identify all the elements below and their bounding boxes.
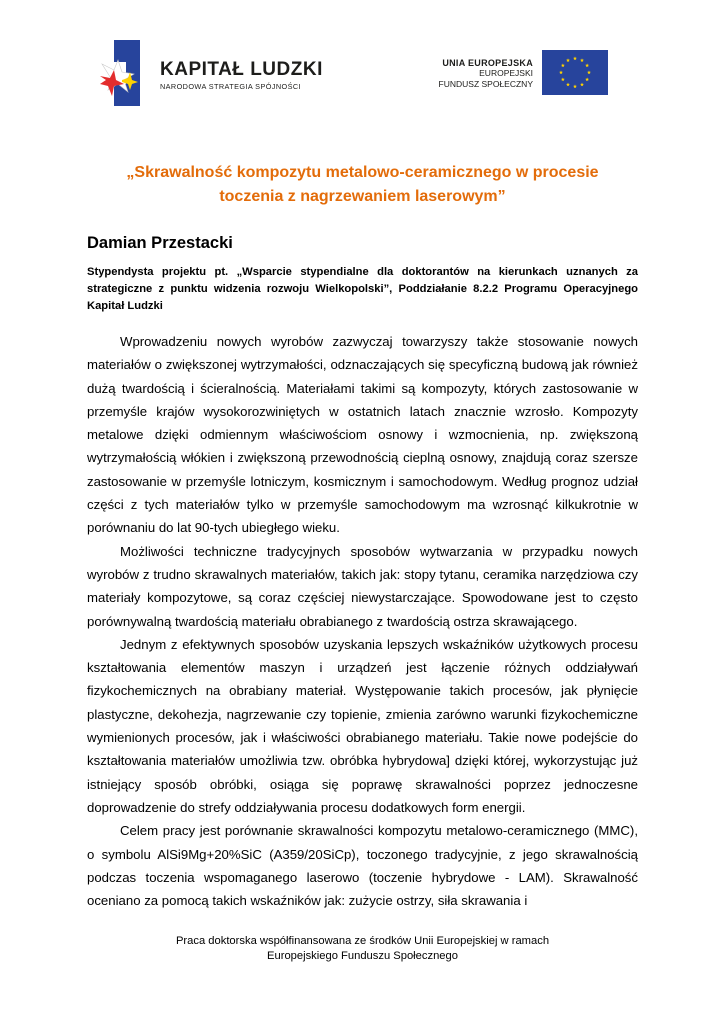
footer-line2: Europejskiego Funduszu Społecznego [267, 950, 458, 962]
kapital-ludzki-name: KAPITAŁ LUDZKI [160, 59, 323, 80]
page-header [0, 38, 725, 108]
eu-wordmark [439, 58, 533, 90]
body-text [87, 330, 638, 912]
footer-line1: Praca doktorska współfinansowana ze środków Unii Europejskiej w ramach [175, 935, 550, 947]
title-line1: „Skrawalność kompozytu metalowo-ceramicznego w procesie [126, 164, 599, 181]
paragraph-2: Możliwości techniczne tradycyjnych sposobów wytwarzania w przypadku nowych wyrobów z trudno skrawalnych materiałów, takich jak: stopy tytanu, ceramika narzędziowa czy materiały kompozytowe, są coraz częściej niewystarczające. Spowodowane jest to często porównywalną twardością materiału obrabianego z twardością ostrza skrawającego. [87, 543, 638, 629]
kapital-ludzki-wordmark [160, 60, 323, 91]
paragraph-3: Jednym z efektywnych sposobów uzyskania lepszych wskaźników użytkowych procesu kształtowania elementów maszyn i urządzeń jest łączenie różnych oddziaływań fizykochemicznych na obrabiany materiał. Występowanie takich procesów, jak płynięcie plastyczne, dekohezja, nagrzewanie czy topienie, zmienia zarówno warunki fizykochemiczne wymienionych procesów, jak i właściwości obrabianego materiału. Takie nowe podejście do kształtowania materiałów umożliwia tzw. obróbka hybrydowa] dzięki której, wykorzystując już istniejący sposób obróbki, osiąga się poprawę skrawalności poprzez jednoczesne doprowadzenie do strefy oddziaływania procesu dodatkowych form energii. [87, 636, 638, 815]
author-name: Damian Przestacki [87, 234, 233, 252]
kapital-ludzki-subtitle: NARODOWA STRATEGIA SPÓJNOŚCI [160, 82, 301, 91]
paragraph-1: Wprowadzeniu nowych wyrobów zazwyczaj towarzyszy także stosowanie nowych materiałów o zwiększonej wytrzymałości, odznaczających się specyficzną budową jak również dużą twardością i ścieralnością. Materiałami takimi są kompozyty, których zastosowanie w przemyśle krajów wysokorozwiniętych w ostatnich latach znacznie wzrosło. Kompozyty metalowe dzięki odmiennym właściwościom osnowy i wzmocnienia, np. zwiększoną wytrzymałością włókien i zwiększoną przewodnością cieplną osnowy, znajdują coraz szersze zastosowanie w przemyśle lotniczym, kosmicznym i samochodowym. Według prognoz udział części z tych materiałów tylko w przemyśle samochodowym ma wzrosnąć kilkukrotnie w porównaniu do lat 90-tych ubiegłego wieku. [87, 334, 638, 536]
page-footer [87, 934, 638, 964]
eu-line3: FUNDUSZ SPOŁECZNY [438, 79, 533, 89]
eu-line1: UNIA EUROPEJSKA [442, 58, 533, 68]
paragraph-4: Celem pracy jest porównanie skrawalności kompozytu metalowo-ceramicznego (MMC), o symbolu AlSi9Mg+20%SiC (A359/20SiCp), toczonego tradycyjnie, z jego skrawalnością podczas toczenia wspomaganego laserowo (toczenie hybrydowe - LAM). Skrawalność oceniano za pomocą takich wskaźników jak: zużycie ostrzy, siła skrawania i [87, 823, 638, 909]
kapital-ludzki-logo-icon [100, 40, 140, 106]
eu-flag-icon [542, 50, 608, 95]
document-title [80, 161, 645, 209]
project-note: Stypendysta projektu pt. „Wsparcie stypendialne dla doktorantów na kierunkach uznanych za strategiczne z punktu widzenia rozwoju Wielkopolski”, Poddziałanie 8.2.2 Programu Operacyjnego Kapitał Ludzki [87, 266, 638, 312]
title-line2: toczenia z nagrzewaniem laserowym” [219, 188, 506, 205]
eu-line2: EUROPEJSKI [479, 68, 533, 78]
